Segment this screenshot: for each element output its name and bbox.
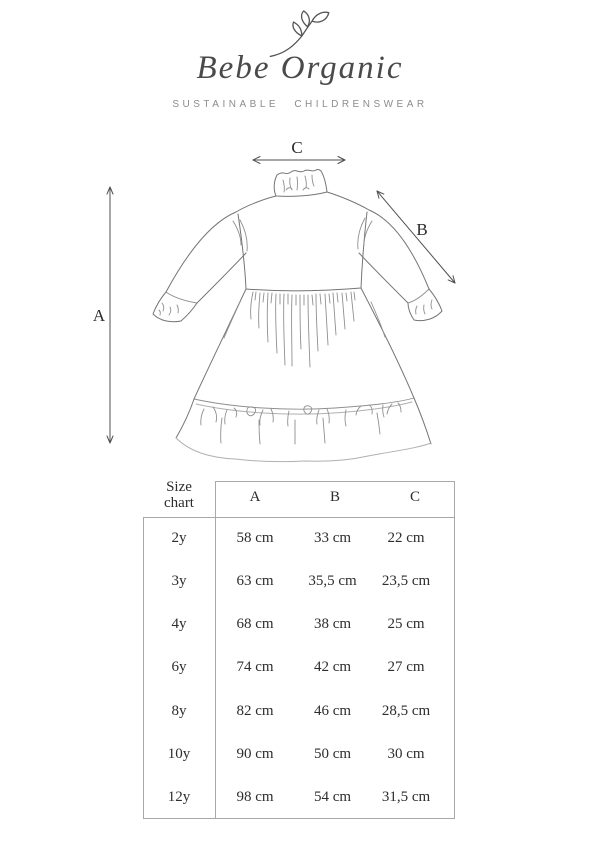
dress-collar xyxy=(274,170,327,197)
dress-bodice xyxy=(233,192,372,291)
column-header-a: A xyxy=(249,489,261,505)
measurement-value-c: 23,5 cm xyxy=(381,573,431,590)
measurement-value-c: 22 cm xyxy=(387,530,425,547)
measurement-value-a: 63 cm xyxy=(236,573,274,590)
column-header-b: B xyxy=(329,489,340,505)
measure-label-b: B xyxy=(416,220,428,239)
size-chart-table xyxy=(143,472,455,819)
size-chart-grid xyxy=(143,472,455,819)
measurement-value-c: 25 cm xyxy=(387,616,425,633)
measure-label-c: C xyxy=(291,138,303,157)
measurement-value-b: 35,5 cm xyxy=(308,573,357,590)
measurement-value-c: 30 cm xyxy=(387,745,425,762)
measurement-value-a: 58 cm xyxy=(236,530,274,547)
measurement-value-a: 90 cm xyxy=(236,745,274,762)
dress-sleeve-left xyxy=(153,212,246,322)
measurement-value-c: 28,5 cm xyxy=(381,702,431,719)
measurement-value-b: 50 cm xyxy=(313,745,352,762)
size-row-label: 4y xyxy=(171,616,187,633)
measurement-value-a: 82 cm xyxy=(236,702,274,719)
size-chart-title xyxy=(143,472,215,517)
measurement-value-b: 46 cm xyxy=(313,702,352,719)
measurement-value-b: 38 cm xyxy=(313,616,352,633)
measurement-value-c: 31,5 cm xyxy=(381,788,431,805)
measurement-value-b: 54 cm xyxy=(313,788,352,805)
size-row-label: 12y xyxy=(167,788,191,805)
size-row-label: 6y xyxy=(171,659,187,676)
size-row-label: 3y xyxy=(171,573,187,590)
size-row-label: 8y xyxy=(171,702,187,719)
measurement-value-b: 33 cm xyxy=(313,530,352,547)
size-row-label: 2y xyxy=(171,530,187,547)
dress-measurement-diagram xyxy=(0,138,600,470)
size-row-label: 10y xyxy=(167,745,191,762)
measurement-value-a: 98 cm xyxy=(236,788,274,805)
column-header-c: C xyxy=(409,489,420,505)
measurement-value-b: 42 cm xyxy=(313,659,352,676)
measurement-value-c: 27 cm xyxy=(387,659,425,676)
measure-label-a: A xyxy=(92,306,106,325)
brand-tagline: SUSTAINABLE CHILDRENSWEAR xyxy=(172,99,428,110)
size-chart-title-text: Size chart xyxy=(164,478,194,511)
measurement-value-a: 68 cm xyxy=(236,616,274,633)
measurement-value-a: 74 cm xyxy=(236,659,274,676)
dress-skirt xyxy=(194,288,414,414)
brand-name: Bebe Organic xyxy=(196,50,404,86)
